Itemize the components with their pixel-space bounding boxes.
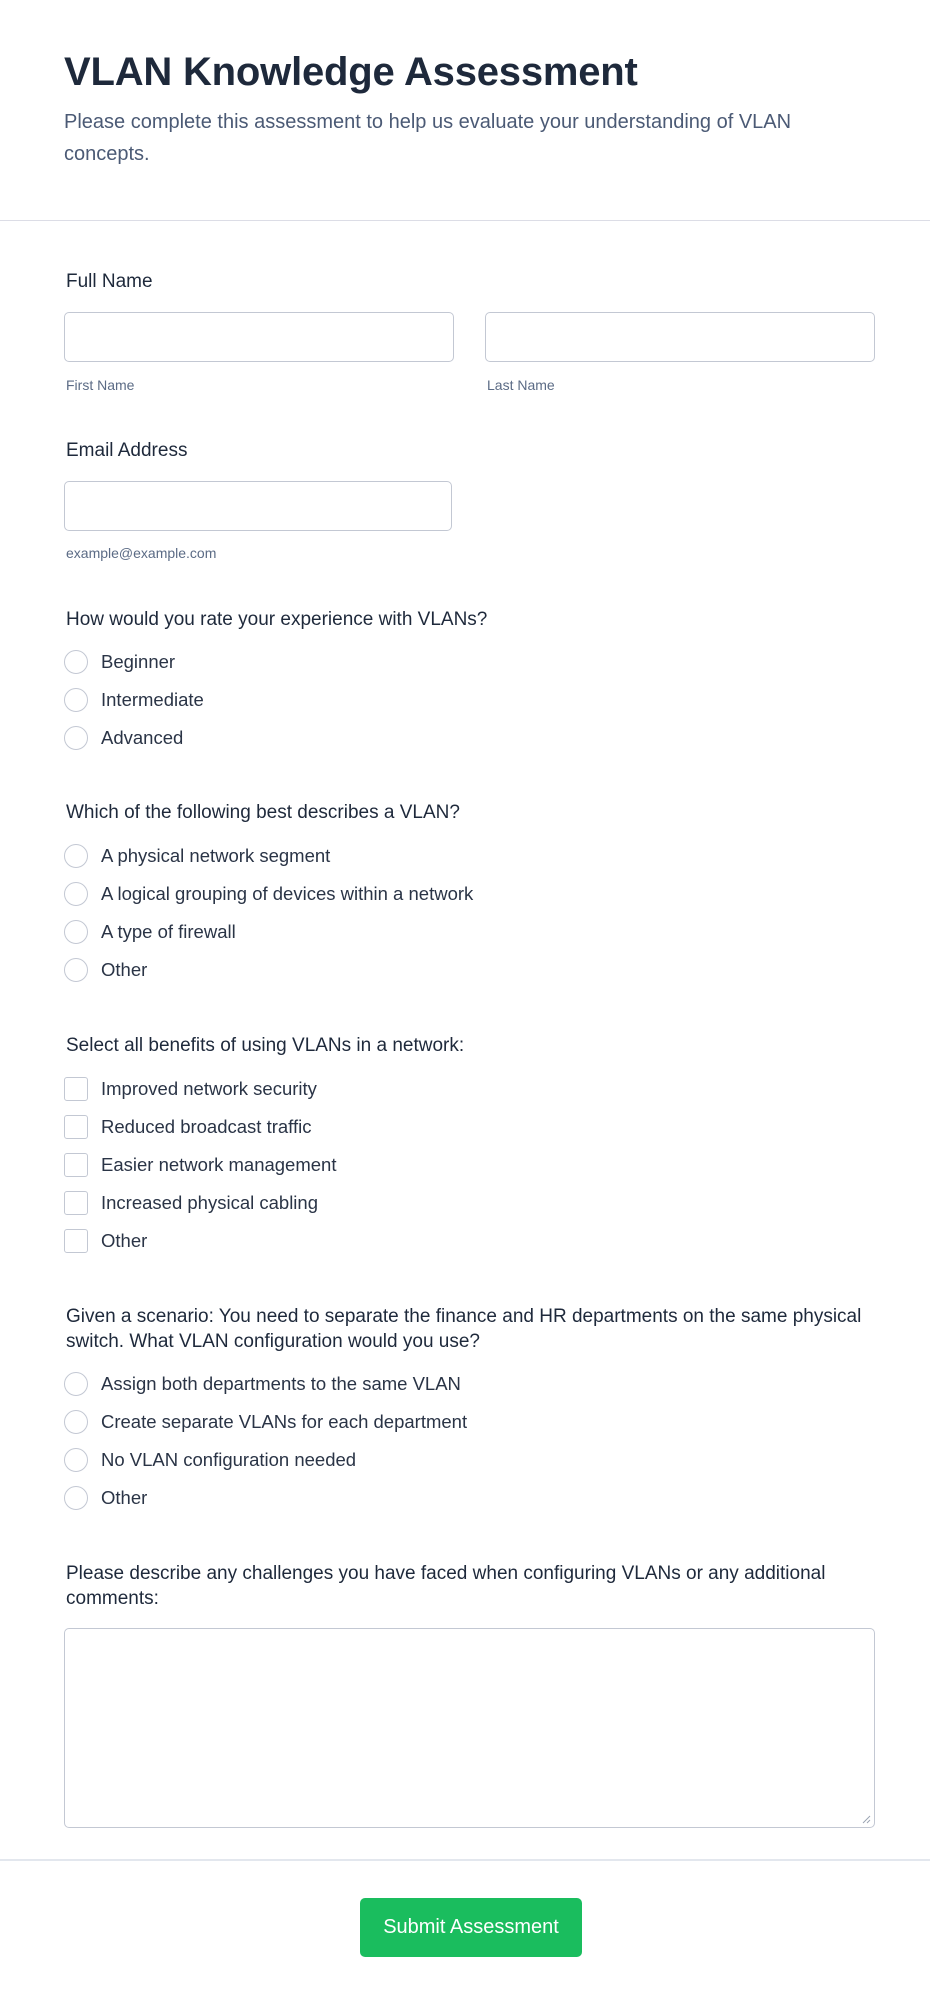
- option-label: A physical network segment: [101, 845, 331, 866]
- checkbox-option-cabling[interactable]: [64, 1190, 318, 1216]
- email-input[interactable]: [64, 481, 452, 531]
- full-name-label: Full Name: [66, 271, 153, 292]
- question-comments-title: Please describe any challenges you have faced when configuring VLANs or any additional comments:: [66, 1563, 826, 1609]
- option-label: A type of firewall: [101, 921, 236, 942]
- checkbox-option-broadcast[interactable]: [64, 1114, 311, 1140]
- radio-circle-icon[interactable]: [64, 882, 88, 906]
- option-label: No VLAN configuration needed: [101, 1449, 357, 1470]
- option-label: Advanced: [101, 727, 184, 748]
- checkbox-icon[interactable]: [64, 1229, 88, 1253]
- radio-circle-icon[interactable]: [64, 1372, 88, 1396]
- radio-option-separate-vlans[interactable]: [64, 1409, 467, 1435]
- email-label: Email Address: [66, 440, 188, 461]
- page-title: VLAN Knowledge Assessment: [64, 50, 638, 94]
- radio-circle-icon[interactable]: [64, 1448, 88, 1472]
- checkbox-icon[interactable]: [64, 1153, 88, 1177]
- radio-circle-icon[interactable]: [64, 726, 88, 750]
- comments-textarea[interactable]: [64, 1628, 875, 1828]
- radio-option-intermediate[interactable]: [64, 687, 204, 713]
- checkbox-option-management[interactable]: [64, 1152, 336, 1178]
- question-benefits-title: Select all benefits of using VLANs in a network:: [66, 1035, 465, 1056]
- radio-option-firewall[interactable]: [64, 919, 236, 945]
- option-label: Other: [101, 1487, 148, 1508]
- radio-option-same-vlan[interactable]: [64, 1371, 461, 1397]
- radio-circle-icon[interactable]: [64, 920, 88, 944]
- first-name-input[interactable]: [64, 312, 454, 362]
- radio-option-physical-segment[interactable]: [64, 843, 330, 869]
- radio-option-other[interactable]: [64, 957, 147, 983]
- checkbox-icon[interactable]: [64, 1191, 88, 1215]
- email-sublabel: example@example.com: [66, 545, 217, 561]
- checkbox-option-security[interactable]: [64, 1076, 317, 1102]
- radio-circle-icon[interactable]: [64, 844, 88, 868]
- first-name-sublabel: First Name: [66, 377, 135, 393]
- option-label: Intermediate: [101, 689, 204, 710]
- radio-option-beginner[interactable]: [64, 649, 175, 675]
- resize-handle-icon[interactable]: [861, 1814, 871, 1824]
- checkbox-icon[interactable]: [64, 1115, 88, 1139]
- form-header: [0, 0, 930, 221]
- question-experience-title: How would you rate your experience with VLANs?: [66, 609, 488, 630]
- last-name-input[interactable]: [485, 312, 875, 362]
- option-label: Other: [101, 1230, 148, 1251]
- radio-option-other[interactable]: [64, 1485, 147, 1511]
- option-label: A logical grouping of devices within a network: [101, 883, 474, 904]
- option-label: Assign both departments to the same VLAN: [101, 1373, 461, 1394]
- checkbox-option-other[interactable]: [64, 1228, 147, 1254]
- option-label: Create separate VLANs for each department: [101, 1411, 468, 1432]
- submit-assessment-button[interactable]: Submit Assessment: [360, 1898, 582, 1957]
- footer-divider: [0, 1859, 930, 1861]
- radio-option-logical-grouping[interactable]: [64, 881, 473, 907]
- radio-option-advanced[interactable]: [64, 725, 183, 751]
- option-label: Increased physical cabling: [101, 1192, 318, 1213]
- radio-circle-icon[interactable]: [64, 688, 88, 712]
- option-label: Beginner: [101, 651, 176, 672]
- radio-circle-icon[interactable]: [64, 958, 88, 982]
- last-name-sublabel: Last Name: [487, 377, 555, 393]
- question-scenario-title: Given a scenario: You need to separate the finance and HR departments on the same physical switch. What VLAN configuration would you use?: [66, 1306, 862, 1352]
- option-label: Easier network management: [101, 1154, 337, 1175]
- radio-circle-icon[interactable]: [64, 1410, 88, 1434]
- option-label: Improved network security: [101, 1078, 317, 1099]
- question-definition-title: Which of the following best describes a VLAN?: [66, 802, 460, 823]
- radio-circle-icon[interactable]: [64, 650, 88, 674]
- option-label: Other: [101, 959, 148, 980]
- checkbox-icon[interactable]: [64, 1077, 88, 1101]
- option-label: Reduced broadcast traffic: [101, 1116, 312, 1137]
- page-subtitle: Please complete this assessment to help us evaluate your understanding of VLAN concepts.: [64, 111, 792, 165]
- radio-circle-icon[interactable]: [64, 1486, 88, 1510]
- radio-option-no-vlan[interactable]: [64, 1447, 356, 1473]
